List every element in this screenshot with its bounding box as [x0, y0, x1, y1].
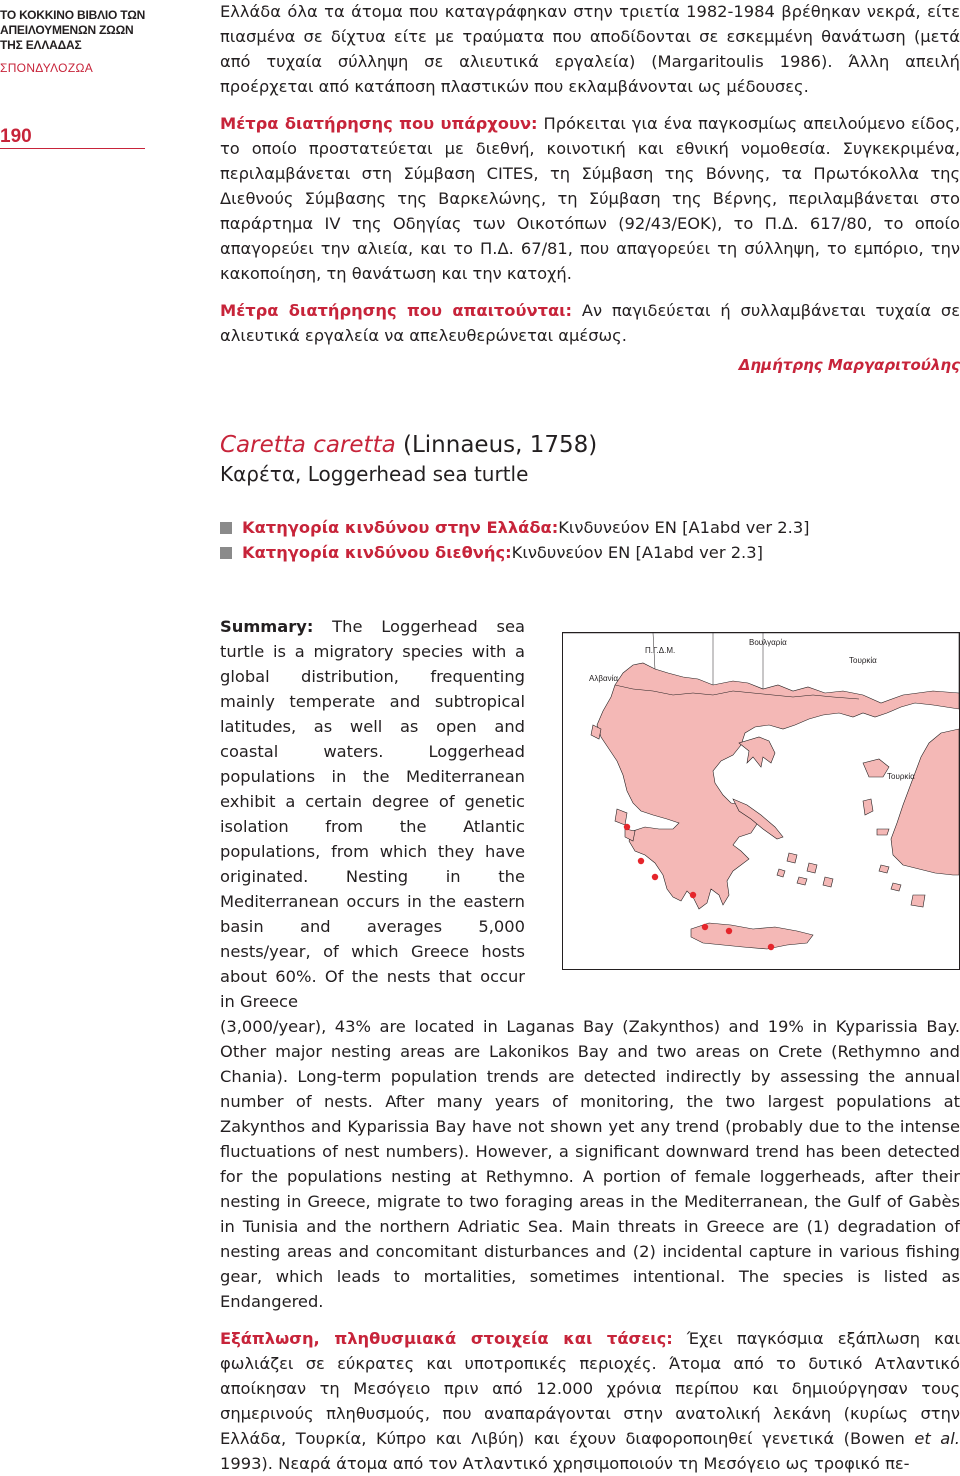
species-common-name: Καρέτα, Loggerhead sea turtle — [220, 462, 529, 486]
distribution-etal: et al. — [914, 1429, 960, 1448]
map-label-albania: Αλβανία — [589, 674, 618, 683]
distribution-map — [562, 632, 960, 970]
map-land-kefalonia — [615, 809, 627, 825]
species-title — [220, 430, 960, 460]
nest-dot-crete-south — [768, 944, 774, 950]
intro-text: Ελλάδα όλα τα άτομα που καταγράφηκαν στην τριετία 1982-1984 βρέθηκαν νεκρά, είτε πιασμένα σε δίχτυα είτε με τραύματα που αποδίδονται σε εσκεμμένη θανάτωση (μετά από τυχαία σύλληψη σε αλιευτικά εργαλεία) (Margaritoulis 1986). Άλλη απειλή προέρχεται από κατάποση πλαστικών που εκλαμβάνονται ως μέδουσες. — [220, 2, 960, 96]
status-greece-label: Κατηγορία κινδύνου στην Ελλάδα: — [242, 518, 559, 537]
distribution-paragraph — [220, 1326, 960, 1476]
distribution-text-2: 1993). Νεαρά άτομα από τον Ατλαντικό χρησιμοποιούν τη Μεσόγειο ως τροφικό πε- — [220, 1454, 910, 1473]
existing-measures-label: Μέτρα διατήρησης που υπάρχουν: — [220, 114, 538, 133]
book-title-line: ΤΗΣ ΕΛΛΑΔΑΣ — [0, 38, 82, 52]
required-measures-text: Αν παγιδεύεται ή συλλαμβάνεται τυχαία σε αλιευτικά εργαλεία να απελευθερώνεται αμέσως. — [220, 301, 960, 345]
book-title-line: ΑΠΕΙΛΟΥΜΕΝΩΝ ΖΩΩΝ — [0, 23, 134, 37]
map-land-turkey — [891, 729, 959, 875]
summary-wrap-text: The Loggerhead sea turtle is a migratory species with a global distribution, frequenting mainly temperate and subtropical latitudes, as well as open and coastal waters. Loggerhead populations in the Mediterranean exhibit a certain degree of genetic isolation from the Atlantic populations, from which they have originated. Nesting in the Mediterranean occurs in the eastern basin and averages 5,000 nests/year, of which Greece hosts about 60%. Of the nests that occur in Greece — [220, 617, 525, 1011]
species-header — [220, 430, 960, 488]
map-land-chalkidiki — [739, 737, 775, 767]
required-measures-paragraph — [220, 298, 960, 348]
summary-full-paragraph: (3,000/year), 43% are located in Laganas Bay (Zakynthos) and 19% in Kyparissia Bay. Other major nesting areas are Lakonikos Bay and two areas on Crete (Rethymno and Chania). Long-term population trends are detected indirectly by assessing the annual number of nests. After many years of monitoring, the two largest populations at Zakynthos and Kyparissia Bay have not shown yet any trend (probably due to the intense fluctuations of nest numbers). However, a significant downward trend has been detected for the populations nesting at Rethymno. A portion of female loggerheads, after their nesting in Greece, migrate to two foraging areas in the Mediterranean, the Gulf of Gabès in Tunisia and the northern Adriatic Sea. Main threats in Greece are (1) degradation of nesting areas and concomitant disturbances and (2) incidental capture in various fishing gear, which leads to mortalities, sometimes intentional. The species is listed as Endangered. — [220, 1017, 960, 1311]
author: Δημήτρης Μαργαριτούλης — [738, 356, 960, 374]
map-land-samos — [877, 829, 889, 835]
nest-dot-rethymno — [726, 928, 732, 934]
page-number: 190 — [0, 126, 32, 147]
status-global-value: Κινδυνεύον EN [A1abd ver 2.3] — [511, 543, 763, 562]
distribution-label: Εξάπλωση, πληθυσμιακά στοιχεία και τάσεις: — [220, 1329, 673, 1348]
map-land-dodecanese — [879, 865, 925, 907]
nest-dot-kyparissia — [638, 858, 644, 864]
greece-map-svg — [563, 633, 959, 969]
species-scientific-name: Caretta caretta — [220, 432, 396, 458]
book-title-line: ΤΟ ΚΟΚΚΙΝΟ ΒΙΒΛΙΟ ΤΩΝ — [0, 8, 146, 22]
status-greece — [220, 515, 960, 540]
existing-measures-paragraph — [220, 111, 960, 286]
map-label-bulgaria: Βουλγαρία — [749, 638, 787, 647]
sidebar — [0, 0, 150, 147]
nest-dot-zakynthos — [624, 824, 630, 830]
map-label-turkey-south: Τουρκία — [887, 772, 915, 781]
bullet-square-icon — [220, 547, 232, 559]
status-block — [220, 515, 960, 565]
existing-measures-text: Πρόκειται για ένα παγκοσμίως απειλούμενο είδος, το οποίο προστατεύεται με διεθνή, κοινοτική και εθνική νομοθεσία. Συγκεκριμένα, περιλαμβάνεται στη Σύμβαση CITES, τη Σύμβαση της Βόννης, τα Πρωτόκολλα της Διεθνούς Σύμβασης της Βαρκελώνης, τη Σύμβαση της Βέρνης, περιλαμβάνεται στο παράρτημα IV της Οδηγίας των Οικοτόπων (92/43/ΕΟΚ), το Π.Δ. 617/80, το οποίο απαγορεύει την αλιεία, και το Π.Δ. 67/81, που απαγορεύει τη σύλληψη, το εμπόριο, την κακοποίηση, τη θανάτωση και την κατοχή. — [220, 114, 960, 283]
nest-dot-chania — [702, 924, 708, 930]
species-authority: (Linnaeus, 1758) — [395, 432, 598, 458]
map-land-cyclades — [777, 853, 833, 887]
status-global — [220, 540, 960, 565]
map-land-zakynthos — [625, 829, 635, 841]
summary-wrap-paragraph — [220, 614, 525, 1014]
map-label-turkey-north: Τουρκία — [849, 656, 877, 665]
bullet-square-icon — [220, 522, 232, 534]
page-number-rule — [0, 148, 145, 149]
map-land-mainland — [563, 633, 959, 909]
map-land-crete — [691, 923, 813, 949]
distribution-text: Έχει παγκόσμια εξάπλωση και φωλιάζει σε εύκρατες και υποτροπικές περιοχές. Άτομα από το δυτικό Ατλαντικό αποίκησαν τη Μεσόγειο πριν από 12.000 χρόνια περίπου και δημιούργησαν τους σημερινούς πληθυσμούς, που αναπαράγονται στην ανατολική λεκάνη (κυρίως στην Ελλάδα, Τουρκία, Κύπρο και Λιβύη) και έχουν διαφοροποιηθεί γενετικά (Bowen — [220, 1329, 960, 1448]
nest-dot-peloponnese-west — [652, 874, 658, 880]
book-title — [0, 8, 150, 53]
intro-paragraph — [220, 0, 960, 99]
map-land-chios — [863, 799, 873, 815]
map-label-fyrom: Π.Γ.Δ.Μ. — [645, 646, 676, 655]
summary-label: Summary: — [220, 617, 314, 636]
required-measures-label: Μέτρα διατήρησης που απαιτούνται: — [220, 301, 573, 320]
section-category: ΣΠΟΝΔΥΛΟΖΩΑ — [0, 61, 94, 75]
nest-dot-lakonikos — [690, 892, 696, 898]
status-global-label: Κατηγορία κινδύνου διεθνής: — [242, 543, 512, 562]
status-greece-value: Κινδυνεύον EN [A1abd ver 2.3] — [558, 518, 810, 537]
map-land-lesvos — [863, 759, 889, 777]
